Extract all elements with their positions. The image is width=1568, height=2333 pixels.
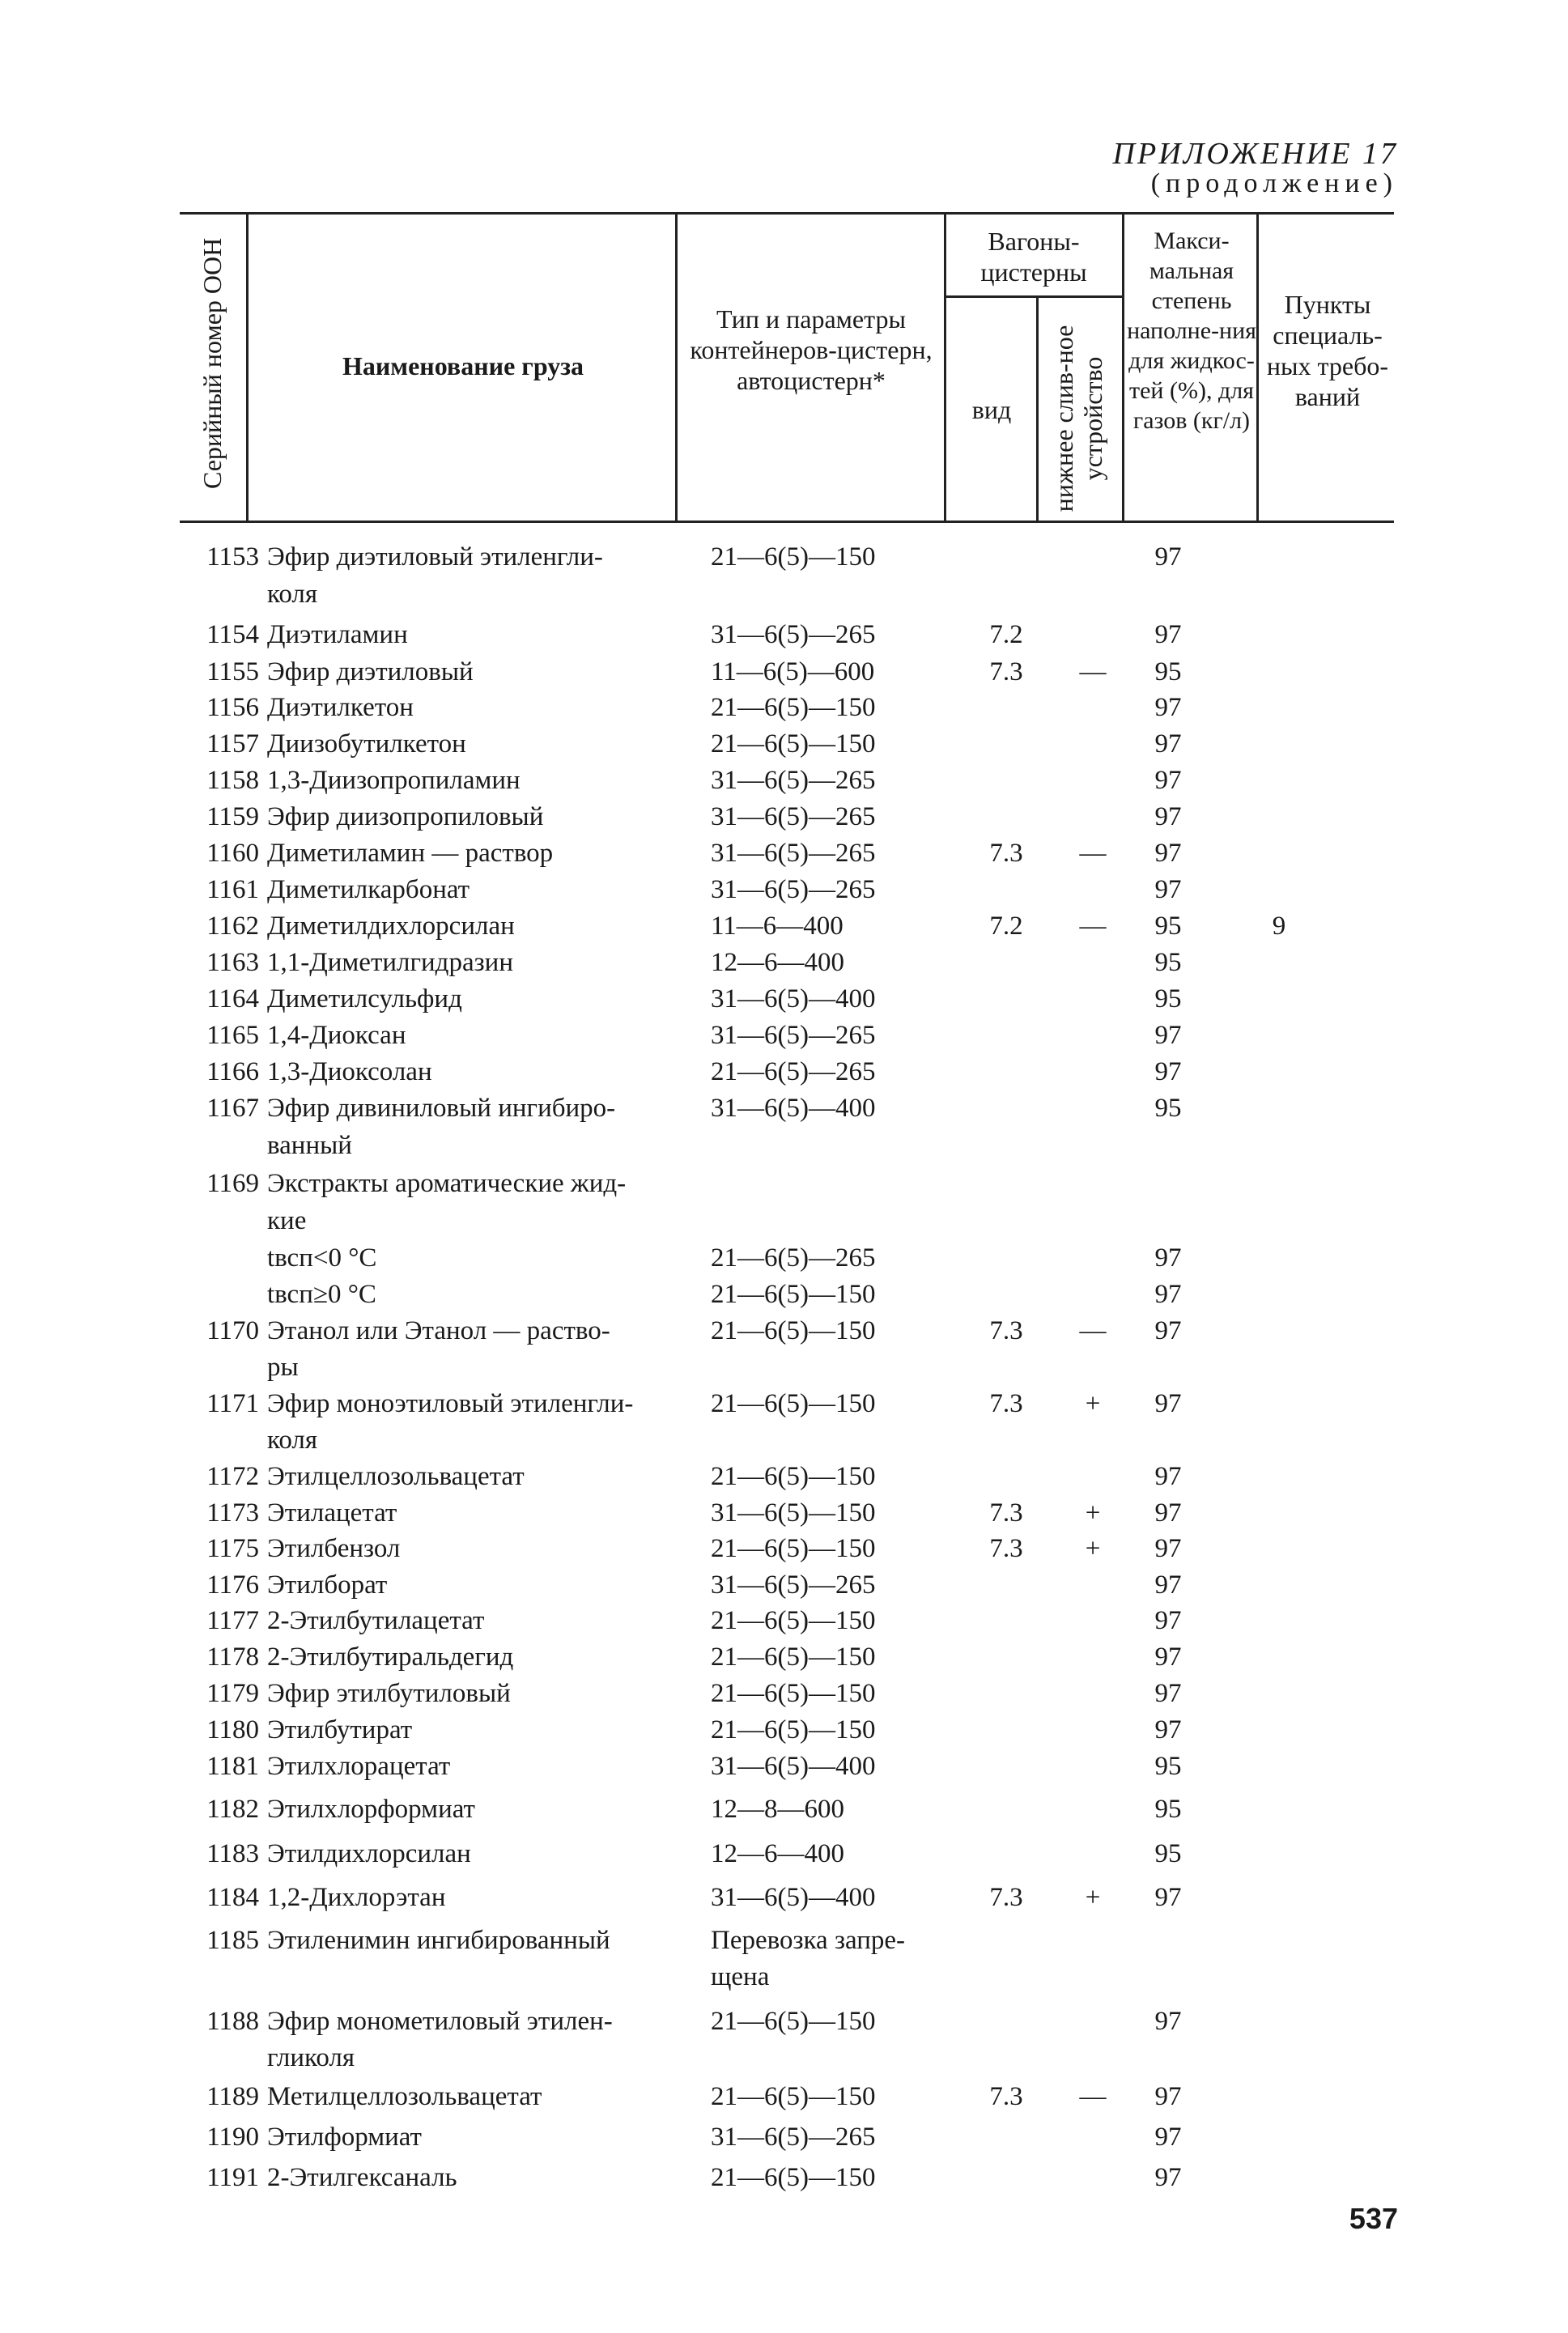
table-row bbox=[0, 654, 1568, 690]
table-row bbox=[0, 908, 1568, 944]
un-number: 1182 bbox=[206, 1795, 259, 1824]
max-fill: 95 bbox=[1154, 657, 1182, 686]
max-fill: 97 bbox=[1154, 1570, 1182, 1600]
cargo-name: tвсп≥0 °C bbox=[267, 1280, 376, 1309]
table-row bbox=[0, 1531, 1568, 1566]
cargo-name: Эфир диэтиловый этиленгли- bbox=[267, 542, 603, 572]
container-type: 21—6(5)—150 bbox=[711, 2082, 876, 2111]
container-type: щена bbox=[711, 1962, 770, 1991]
un-number: 1154 bbox=[206, 620, 259, 649]
container-type: 31—6(5)—265 bbox=[711, 839, 876, 868]
table-row bbox=[0, 1203, 1568, 1239]
cargo-name: Этилдихлорсилан bbox=[267, 1839, 471, 1868]
container-type: 21—6(5)—150 bbox=[711, 693, 876, 722]
max-fill: 97 bbox=[1154, 1021, 1182, 1050]
max-fill: 97 bbox=[1154, 1642, 1182, 1672]
table-row bbox=[0, 1166, 1568, 1201]
cargo-name: 1,2-Дихлорэтан bbox=[267, 1883, 446, 1912]
un-number: 1167 bbox=[206, 1094, 259, 1123]
table-row bbox=[0, 576, 1568, 612]
container-type: 21—6(5)—265 bbox=[711, 1243, 876, 1273]
cargo-name: Этилхлорформиат bbox=[267, 1795, 475, 1824]
cargo-name: Эфир диэтиловый bbox=[267, 657, 474, 686]
max-fill: 97 bbox=[1154, 1498, 1182, 1528]
bottom-drain: — bbox=[1079, 912, 1107, 941]
container-type: 21—6(5)—150 bbox=[711, 729, 876, 759]
max-fill: 95 bbox=[1154, 1752, 1182, 1781]
un-number: 1181 bbox=[206, 1752, 259, 1781]
container-type: 12—6—400 bbox=[711, 948, 844, 977]
un-number: 1159 bbox=[206, 802, 259, 831]
cargo-name: Этилформиат bbox=[267, 2123, 422, 2152]
table-row bbox=[0, 1639, 1568, 1675]
header-bottom-drain: нижнее слив-ное устройство bbox=[1049, 325, 1107, 512]
page-number: 537 bbox=[1349, 2202, 1398, 2235]
container-type: 21—6(5)—150 bbox=[711, 1462, 876, 1491]
max-fill: 97 bbox=[1154, 2123, 1182, 2152]
cargo-name: Диметиламин — раствор bbox=[267, 839, 554, 868]
container-type: 31—6(5)—400 bbox=[711, 984, 876, 1014]
table-row bbox=[0, 1090, 1568, 1126]
cargo-name: 2-Этилбутиральдегид bbox=[267, 1642, 514, 1672]
cargo-name: 1,1-Диметилгидразин bbox=[267, 948, 513, 977]
cargo-name: Этилбензол bbox=[267, 1534, 401, 1563]
table-row bbox=[0, 1349, 1568, 1385]
container-type: 31—6(5)—150 bbox=[711, 1498, 876, 1528]
container-type: 21—6(5)—150 bbox=[711, 2163, 876, 2192]
un-number: 1175 bbox=[206, 1534, 259, 1563]
un-number: 1177 bbox=[206, 1606, 259, 1635]
container-type: 31—6(5)—265 bbox=[711, 1021, 876, 1050]
max-fill: 97 bbox=[1154, 1389, 1182, 1418]
un-number: 1180 bbox=[206, 1715, 259, 1744]
bottom-drain: + bbox=[1085, 1534, 1101, 1563]
max-fill: 97 bbox=[1154, 1679, 1182, 1708]
container-type: 21—6(5)—150 bbox=[711, 1280, 876, 1309]
container-type: 31—6(5)—265 bbox=[711, 1570, 876, 1600]
cargo-name: tвсп<0 °C bbox=[267, 1243, 377, 1273]
un-number: 1173 bbox=[206, 1498, 259, 1528]
un-number: 1158 bbox=[206, 766, 259, 795]
cargo-name: Этанол или Этанол — раство- bbox=[267, 1316, 610, 1345]
cargo-name: Этилацетат bbox=[267, 1498, 397, 1528]
wagon-type: 7.2 bbox=[989, 912, 1023, 941]
table-row bbox=[0, 1054, 1568, 1090]
table-row bbox=[0, 981, 1568, 1017]
max-fill: 97 bbox=[1154, 875, 1182, 904]
wagon-type: 7.3 bbox=[989, 2082, 1023, 2111]
container-type: 11—6(5)—600 bbox=[711, 657, 875, 686]
un-number: 1153 bbox=[206, 542, 259, 572]
container-type: 11—6—400 bbox=[711, 912, 843, 941]
max-fill: 97 bbox=[1154, 693, 1182, 722]
un-number: 1185 bbox=[206, 1926, 259, 1955]
max-fill: 97 bbox=[1154, 2007, 1182, 2036]
table-row bbox=[0, 1386, 1568, 1421]
wagon-type: 7.3 bbox=[989, 1498, 1023, 1528]
max-fill: 97 bbox=[1154, 802, 1182, 831]
container-type: 31—6(5)—265 bbox=[711, 766, 876, 795]
max-fill: 97 bbox=[1154, 1057, 1182, 1086]
un-number: 1191 bbox=[206, 2163, 259, 2192]
cargo-name: Этиленимин ингибированный bbox=[267, 1926, 610, 1955]
max-fill: 97 bbox=[1154, 729, 1182, 759]
table-row bbox=[0, 1240, 1568, 1276]
container-type: 21—6(5)—150 bbox=[711, 542, 876, 572]
un-number: 1170 bbox=[206, 1316, 259, 1345]
table-row bbox=[0, 1791, 1568, 1827]
table-row bbox=[0, 835, 1568, 871]
cargo-name: Эфир этилбутиловый bbox=[267, 1679, 511, 1708]
max-fill: 97 bbox=[1154, 839, 1182, 868]
max-fill: 97 bbox=[1154, 766, 1182, 795]
un-number: 1179 bbox=[206, 1679, 259, 1708]
max-fill: 95 bbox=[1154, 948, 1182, 977]
table-row bbox=[0, 1495, 1568, 1531]
cargo-name: Эфир моноэтиловый этиленгли- bbox=[267, 1389, 634, 1418]
table-row bbox=[0, 690, 1568, 725]
table-row bbox=[0, 1128, 1568, 1163]
cargo-name: гликоля bbox=[267, 2043, 355, 2072]
cargo-name: коля bbox=[267, 580, 318, 609]
max-fill: 95 bbox=[1154, 1839, 1182, 1868]
container-type: 21—6(5)—150 bbox=[711, 2007, 876, 2036]
un-number: 1190 bbox=[206, 2123, 259, 2152]
cargo-name: 1,4-Диоксан bbox=[267, 1021, 406, 1050]
table-row bbox=[0, 2160, 1568, 2195]
un-number: 1162 bbox=[206, 912, 259, 941]
un-number: 1160 bbox=[206, 839, 259, 868]
cargo-name: Эфир монометиловый этилен- bbox=[267, 2007, 613, 2036]
table-row bbox=[0, 799, 1568, 835]
un-number: 1155 bbox=[206, 657, 259, 686]
un-number: 1157 bbox=[206, 729, 259, 759]
cargo-name: ванный bbox=[267, 1131, 352, 1160]
cargo-name: Экстракты ароматические жид- bbox=[267, 1169, 627, 1198]
table-row bbox=[0, 2040, 1568, 2076]
bottom-drain: — bbox=[1079, 839, 1107, 868]
un-number: 1178 bbox=[206, 1642, 259, 1672]
wagon-type: 7.3 bbox=[989, 1883, 1023, 1912]
bottom-drain: + bbox=[1085, 1883, 1101, 1912]
cargo-name: Диметилкарбонат bbox=[267, 875, 470, 904]
cargo-name: Этилбутират bbox=[267, 1715, 413, 1744]
table-row bbox=[0, 1277, 1568, 1312]
table-row bbox=[0, 1959, 1568, 1995]
cargo-name: коля bbox=[267, 1426, 318, 1455]
cargo-name: кие bbox=[267, 1206, 307, 1235]
table-row bbox=[0, 2004, 1568, 2039]
container-type: 21—6(5)—265 bbox=[711, 1057, 876, 1086]
table-row bbox=[0, 1880, 1568, 1915]
un-number: 1165 bbox=[206, 1021, 259, 1050]
cargo-name: Эфир дивиниловый ингибиро- bbox=[267, 1094, 616, 1123]
special-points: 9 bbox=[1272, 912, 1286, 941]
un-number: 1169 bbox=[206, 1169, 259, 1198]
header-max-fill: Макси-мальная степень наполне-ния для жидкос-тей (%), для газов (кг/л) bbox=[1127, 227, 1256, 434]
table-row bbox=[0, 872, 1568, 907]
header-container-type: Тип и параметры контейнеров-цистерн, автоцистерн* bbox=[690, 304, 933, 395]
header-cargo-name: Наименование груза bbox=[342, 351, 584, 380]
wagon-type: 7.3 bbox=[989, 839, 1023, 868]
max-fill: 97 bbox=[1154, 1534, 1182, 1563]
max-fill: 97 bbox=[1154, 1316, 1182, 1345]
max-fill: 97 bbox=[1154, 620, 1182, 649]
cargo-name: Диэтилкетон bbox=[267, 693, 414, 722]
un-number: 1172 bbox=[206, 1462, 259, 1491]
cargo-name: Эфир диизопропиловый bbox=[267, 802, 544, 831]
container-type: 31—6(5)—265 bbox=[711, 620, 876, 649]
max-fill: 97 bbox=[1154, 2082, 1182, 2111]
cargo-name: Диизобутилкетон bbox=[267, 729, 466, 759]
max-fill: 97 bbox=[1154, 1280, 1182, 1309]
max-fill: 97 bbox=[1154, 1462, 1182, 1491]
container-type: 31—6(5)—400 bbox=[711, 1752, 876, 1781]
table-row bbox=[0, 1836, 1568, 1872]
un-number: 1189 bbox=[206, 2082, 259, 2111]
max-fill: 97 bbox=[1154, 1243, 1182, 1273]
container-type: 21—6(5)—150 bbox=[711, 1389, 876, 1418]
wagon-type: 7.2 bbox=[989, 620, 1023, 649]
appendix-subtitle: (продолжение) bbox=[1150, 168, 1398, 198]
table-row bbox=[0, 1676, 1568, 1711]
cargo-name: Метилцеллозольвацетат bbox=[267, 2082, 542, 2111]
un-number: 1188 bbox=[206, 2007, 259, 2036]
container-type: 12—6—400 bbox=[711, 1839, 844, 1868]
cargo-name: Диэтиламин bbox=[267, 620, 408, 649]
max-fill: 95 bbox=[1154, 1094, 1182, 1123]
max-fill: 97 bbox=[1154, 1606, 1182, 1635]
un-number: 1166 bbox=[206, 1057, 259, 1086]
max-fill: 97 bbox=[1154, 542, 1182, 572]
max-fill: 97 bbox=[1154, 1883, 1182, 1912]
max-fill: 97 bbox=[1154, 1715, 1182, 1744]
table-row bbox=[0, 1749, 1568, 1784]
wagon-type: 7.3 bbox=[989, 1316, 1023, 1345]
max-fill: 95 bbox=[1154, 1795, 1182, 1824]
wagon-type: 7.3 bbox=[989, 1534, 1023, 1563]
un-number: 1183 bbox=[206, 1839, 259, 1868]
cargo-name: ры bbox=[267, 1353, 299, 1382]
header-un-number: Серийный номер ООН bbox=[198, 237, 227, 489]
container-type: 21—6(5)—150 bbox=[711, 1642, 876, 1672]
un-number: 1156 bbox=[206, 693, 259, 722]
un-number: 1163 bbox=[206, 948, 259, 977]
bottom-drain: — bbox=[1079, 657, 1107, 686]
cargo-name: 1,3-Диизопропиламин bbox=[267, 766, 521, 795]
un-number: 1164 bbox=[206, 984, 259, 1014]
max-fill: 95 bbox=[1154, 912, 1182, 941]
cargo-name: 2-Этилгексаналь bbox=[267, 2163, 457, 2192]
un-number: 1161 bbox=[206, 875, 259, 904]
cargo-name: Этилхлорацетат bbox=[267, 1752, 451, 1781]
wagon-type: 7.3 bbox=[989, 1389, 1023, 1418]
table-row bbox=[0, 1603, 1568, 1638]
table-row bbox=[0, 1313, 1568, 1349]
header-wagons: Вагоны-цистерны bbox=[980, 227, 1087, 287]
table-row bbox=[0, 1018, 1568, 1053]
header-special-points: Пункты специаль-ных требо-ваний bbox=[1266, 290, 1389, 411]
cargo-name: 2-Этилбутилацетат bbox=[267, 1606, 485, 1635]
wagon-type: 7.3 bbox=[989, 657, 1023, 686]
table-row bbox=[0, 945, 1568, 980]
container-type: 21—6(5)—150 bbox=[711, 1679, 876, 1708]
table-row bbox=[0, 2119, 1568, 2155]
bottom-drain: — bbox=[1079, 2082, 1107, 2111]
table-row bbox=[0, 1712, 1568, 1748]
cargo-name: Этилцеллозольвацетат bbox=[267, 1462, 525, 1491]
bottom-drain: + bbox=[1085, 1389, 1101, 1418]
bottom-drain: + bbox=[1085, 1498, 1101, 1528]
container-type: 31—6(5)—265 bbox=[711, 802, 876, 831]
un-number: 1171 bbox=[206, 1389, 259, 1418]
container-type: 21—6(5)—150 bbox=[711, 1606, 876, 1635]
container-type: 12—8—600 bbox=[711, 1795, 844, 1824]
container-type: Перевозка запре- bbox=[711, 1926, 905, 1955]
table-row bbox=[0, 763, 1568, 798]
container-type: 31—6(5)—400 bbox=[711, 1883, 876, 1912]
table-row bbox=[0, 617, 1568, 652]
table-row bbox=[0, 1422, 1568, 1458]
un-number: 1184 bbox=[206, 1883, 259, 1912]
table-row bbox=[0, 2079, 1568, 2114]
bottom-drain: — bbox=[1079, 1316, 1107, 1345]
max-fill: 97 bbox=[1154, 2163, 1182, 2192]
cargo-name: Этилборат bbox=[267, 1570, 388, 1600]
table-row bbox=[0, 1923, 1568, 1958]
table-row bbox=[0, 539, 1568, 575]
container-type: 31—6(5)—265 bbox=[711, 2123, 876, 2152]
container-type: 21—6(5)—150 bbox=[711, 1715, 876, 1744]
cargo-name: Диметилдихлорсилан bbox=[267, 912, 515, 941]
un-number: 1176 bbox=[206, 1570, 259, 1600]
table-row bbox=[0, 1459, 1568, 1494]
container-type: 21—6(5)—150 bbox=[711, 1316, 876, 1345]
container-type: 21—6(5)—150 bbox=[711, 1534, 876, 1563]
container-type: 31—6(5)—265 bbox=[711, 875, 876, 904]
table-row bbox=[0, 1567, 1568, 1603]
appendix-title: ПРИЛОЖЕНИЕ 17 bbox=[1112, 137, 1398, 171]
table-row bbox=[0, 726, 1568, 762]
cargo-name: Диметилсульфид bbox=[267, 984, 462, 1014]
header-wagons-type: вид bbox=[971, 395, 1012, 424]
max-fill: 95 bbox=[1154, 984, 1182, 1014]
cargo-name: 1,3-Диоксолан bbox=[267, 1057, 432, 1086]
container-type: 31—6(5)—400 bbox=[711, 1094, 876, 1123]
